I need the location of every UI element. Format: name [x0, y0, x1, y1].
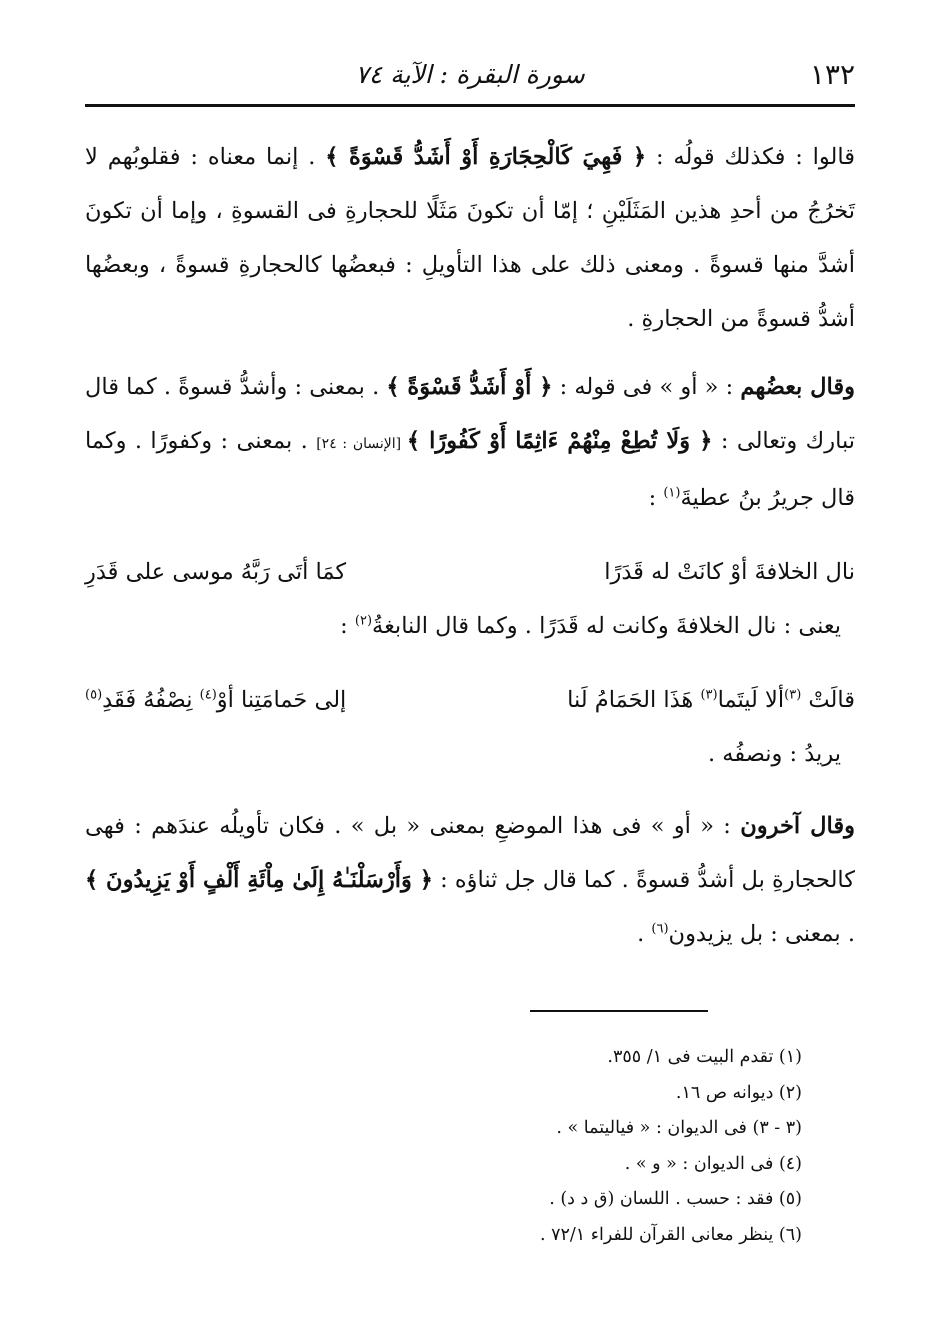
para2-text-2: . بمعنى : وأشدُّ قسوةً . كما قال تبارك وتعالى : [85, 374, 856, 454]
verse-2-first-hemistich [567, 673, 855, 727]
footnote-marker: (٣) [784, 687, 802, 703]
para3-text-3: . [637, 921, 652, 947]
footnote-1: (١) تقدم البيت فى ١/ ٣٥٥. [607, 1047, 802, 1067]
verse-1-first-hemistich: نال الخلافةَ أوْ كانَتْ له قَدَرًا [604, 559, 855, 585]
footnote-5: (٥) فقد : حسب . اللسان (ق د د) . [549, 1189, 802, 1209]
verse-1-note-text-2: : [340, 613, 355, 639]
verse-1-second-hemistich: كمَا أتَى رَبَّهُ موسى على قَدَرِ [85, 559, 347, 585]
paragraph-2 [85, 360, 855, 525]
footnote-6: (٦) ينظر معانى القرآن للفراء ٧٢/١ . [539, 1224, 802, 1245]
footnote-4: (٤) فى الديوان : « و » . [624, 1153, 802, 1174]
paragraph-1 [85, 130, 855, 346]
para3-text-2: . بمعنى : بل يزيدون [668, 921, 855, 947]
footnote-marker: (١) [663, 485, 681, 501]
footnote-marker: (٣) [700, 687, 718, 703]
quran-quote: ﴿ فَهِيَ كَالْحِجَارَةِ أَوْ أَشَدُّ قَسْوَةً ﴾ [325, 144, 647, 170]
verse-1-note-text: يعنى : نال الخلافةَ وكانت له قَدَرًا . وكما قال النابغةُ [372, 613, 841, 639]
page-number: ١٣٢ [809, 58, 855, 91]
poetry-verse-2 [85, 673, 855, 727]
header-rule [85, 104, 855, 107]
verse-2-explanation: يريدُ : ونصفُه . [707, 741, 841, 767]
quran-reference: [الإنسان : ٢٤] [316, 436, 407, 452]
footnote-2: (٢) ديوانه ص ١٦. [675, 1082, 802, 1103]
verse-2-text: هَذَا الحَمَامُ لَنا [567, 687, 701, 713]
para2-text-1: : « أو » فى قوله : [552, 374, 741, 400]
page-header [85, 58, 855, 98]
para2-text-4: : [648, 485, 664, 511]
verse-2-second-hemistich [85, 673, 346, 727]
poetry-verse-1 [85, 545, 855, 599]
para1-text-1: قالوا : فكذلك قولُه : [646, 144, 856, 170]
para2-lead: وقال بعضُهم [740, 374, 855, 400]
para3-lead: وقال آخرون [740, 813, 855, 839]
quran-quote: ﴿ وَأَرْسَلْنَـٰهُ إِلَىٰ مِاْئَةِ أَلْفٍ أَوْ يَزِيدُونَ ﴾ [85, 867, 433, 893]
quran-quote: ﴿ أَوْ أَشَدُّ قَسْوَةً ﴾ [386, 374, 553, 400]
verse-2-text: قالَتْ [801, 687, 855, 713]
verse-1-explanation [85, 599, 855, 653]
footnote-marker: (٥) [85, 687, 103, 703]
footnote-marker: (٢) [354, 613, 373, 629]
quran-quote: ﴿ وَلَا تُطِعْ مِنْهُمْ ءَاثِمًا أَوْ كَفُورًا ﴾ [406, 428, 713, 454]
footnotes [540, 1040, 802, 1253]
main-text [85, 130, 855, 961]
para2-text-3: . بمعنى : وكفورًا . وكما قال جريرُ بنُ عطيةَ [85, 428, 855, 511]
verse-2-text: نِصْفُهُ فَقَدِ [102, 687, 200, 713]
footnote-marker: (٦) [651, 921, 669, 937]
footnote-marker: (٤) [199, 687, 217, 703]
verse-2-text: إلى حَمامَتِنا أوْ [216, 687, 347, 713]
para3-text-1: : « أو » فى هذا الموضعِ بمعنى « بل » . فكان تأويلُه عندَهم : فهى كالحجارةِ بل أشدُّ قسوةً . كما قال جل ثناؤه : [85, 813, 855, 893]
paragraph-3 [85, 799, 855, 961]
running-title: سورة البقرة : الآية ٧٤ [355, 60, 585, 89]
para1-text-2: . إنما معناه : فقلوبُهم لا تَخرُجُ من أحدِ هذين المَثَلَيْنِ ؛ إمّا أن تكونَ مَثَلًا للحجارةِ فى القسوةِ ، وإما أن تكونَ أشدَّ منها قسوةً . ومعنى ذلك على هذا التأويلِ : فبعضُها كالحجارةِ قسوةً ، وبعضُها أشدُّ قسوةً من الحجارةِ . [85, 144, 855, 332]
verse-2-text: ألا لَيتَما [717, 687, 785, 713]
footnote-separator [530, 1010, 708, 1012]
footnote-3: (٣ - ٣) فى الديوان : « فياليتما » . [556, 1118, 802, 1138]
